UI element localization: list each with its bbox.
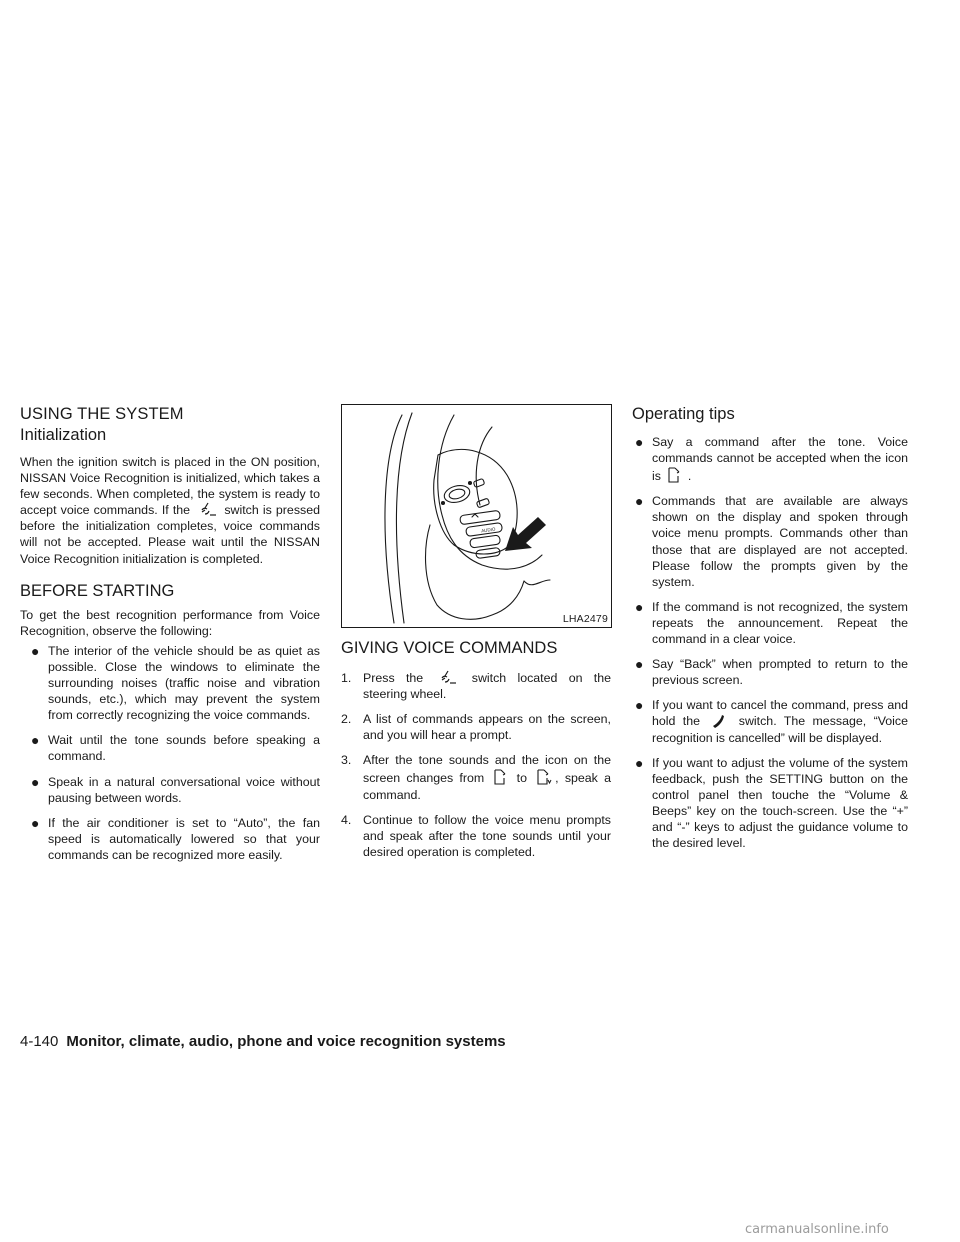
list-item — [632, 599, 908, 647]
tip-text: Commands that are available are always shown on the display and spoken through voice menu prompts. Commands other than those that are displayed are not accepted. Please follow the prompts given by the system. — [652, 494, 908, 589]
step-number: 2. — [341, 712, 352, 727]
giving-commands-steps — [341, 670, 611, 860]
giving-commands-heading: GIVING VOICE COMMANDS — [341, 639, 558, 657]
list-item — [20, 774, 320, 806]
list-item — [20, 643, 320, 723]
operating-tips-list — [632, 434, 908, 851]
before-starting-list — [20, 643, 320, 863]
step-text: Press the — [363, 671, 424, 685]
bullet-icon: ● — [31, 732, 40, 749]
column-middle — [341, 638, 611, 869]
audio-button-label: AUDIO — [480, 526, 496, 534]
list-item — [341, 711, 611, 743]
tip-text: If you want to adjust the volume of the system feedback, push the SETTING button on the control panel then touche the “Volume & Beeps” key on the touch-screen. Use the “+” and “-” keys to adjust the guidance volume to the desired level. — [652, 755, 908, 851]
bullet-icon: ● — [31, 642, 40, 659]
list-item — [20, 815, 320, 863]
column-right — [632, 404, 908, 860]
step-text: A list of commands appears on the screen, and you will hear a prompt. — [363, 712, 611, 743]
bullet-text: The interior of the vehicle should be as quiet as possible. Close the windows to eliminate the surrounding noises (traffic noise and vibration sounds, etc.), which may prevent the system from correctly recognizing the voice commands. — [48, 643, 320, 723]
bullet-text: If the air conditioner is set to “Auto”, the fan speed is automatically lowered so that your commands can be recognized more easily. — [48, 815, 320, 862]
list-item — [632, 697, 908, 745]
section-title: USING THE SYSTEM — [20, 405, 184, 423]
steering-wheel-figure — [341, 404, 612, 628]
list-item — [632, 493, 908, 590]
end-call-icon — [709, 713, 729, 729]
step-number: 4. — [341, 812, 352, 827]
step-text: switch located on the steering wheel. — [363, 671, 611, 702]
bullet-icon: ● — [31, 773, 40, 790]
tip-text: If you want to cancel the command, press and hold the — [652, 698, 908, 729]
voice-idle-icon — [666, 466, 682, 484]
bullet-icon: ● — [31, 814, 40, 831]
tip-text: Say a command after the tone. Voice commands cannot be accepted when the icon is — [652, 435, 908, 484]
operating-tips-heading: Operating tips — [632, 405, 735, 423]
initialization-heading: Initialization — [20, 426, 107, 444]
arrow-icon — [505, 517, 546, 551]
bullet-icon: ● — [635, 598, 644, 615]
watermark: carmanualsonline.info — [745, 1222, 889, 1237]
before-starting-heading: BEFORE STARTING — [20, 581, 175, 600]
step-number: 1. — [341, 671, 352, 685]
list-item — [20, 732, 320, 764]
step-text: Continue to follow the voice menu prompts and speak after the tone sounds until your desired operation is completed. — [363, 812, 611, 859]
voice-listening-icon — [535, 768, 553, 786]
step-text: After the tone sounds and the icon on the screen changes from — [363, 753, 611, 786]
list-item — [341, 670, 611, 702]
init-text-2: switch is pressed before the initialization completes, voice commands will not be accepted. Please wait until the NISSAN Voice Recognition initialization is completed. — [20, 503, 320, 566]
init-text-1: When the ignition switch is placed in the ON position, NISSAN Voice Recognition is initialized, which takes a few seconds. When completed, the system is ready to accept voice commands. If the — [20, 455, 320, 518]
list-item — [632, 434, 908, 484]
list-item — [632, 656, 908, 688]
step-text: , speak a command. — [363, 771, 611, 802]
list-item — [341, 812, 611, 860]
bullet-icon: ● — [635, 754, 644, 771]
bullet-icon: ● — [635, 493, 644, 510]
bullet-icon: ● — [635, 697, 644, 714]
bullet-icon: ● — [635, 656, 644, 673]
page-number: 4-140 — [20, 1033, 59, 1050]
bullet-text: Speak in a natural conversational voice without pausing between words. — [48, 774, 320, 805]
bullet-icon: ● — [635, 434, 644, 450]
page-footer — [20, 1033, 506, 1050]
talk-switch-icon — [436, 670, 458, 686]
step-text: to — [516, 771, 527, 786]
list-item — [632, 755, 908, 852]
initialization-paragraph — [20, 454, 320, 567]
bullet-text: Wait until the tone sounds before speaking a command. — [48, 733, 320, 764]
steering-wheel-illustration — [342, 405, 610, 626]
tip-text: . — [687, 469, 692, 484]
before-starting-intro: To get the best recognition performance from Voice Recognition, observe the following: — [20, 607, 320, 638]
step-number: 3. — [341, 753, 352, 768]
tip-text: Say “Back” when prompted to return to the previous screen. — [652, 657, 908, 688]
tip-text: If the command is not recognized, the system repeats the announcement. Repeat the command in a clear voice. — [652, 599, 908, 647]
footer-title: Monitor, climate, audio, phone and voice recognition systems — [66, 1033, 506, 1050]
list-item — [341, 752, 611, 802]
column-left — [20, 404, 320, 872]
figure-label: LHA2479 — [562, 613, 608, 625]
talk-switch-icon — [196, 502, 218, 518]
voice-idle-icon — [492, 768, 508, 786]
tip-text: switch. The message, “Voice recognition is cancelled” will be displayed. — [652, 714, 909, 745]
